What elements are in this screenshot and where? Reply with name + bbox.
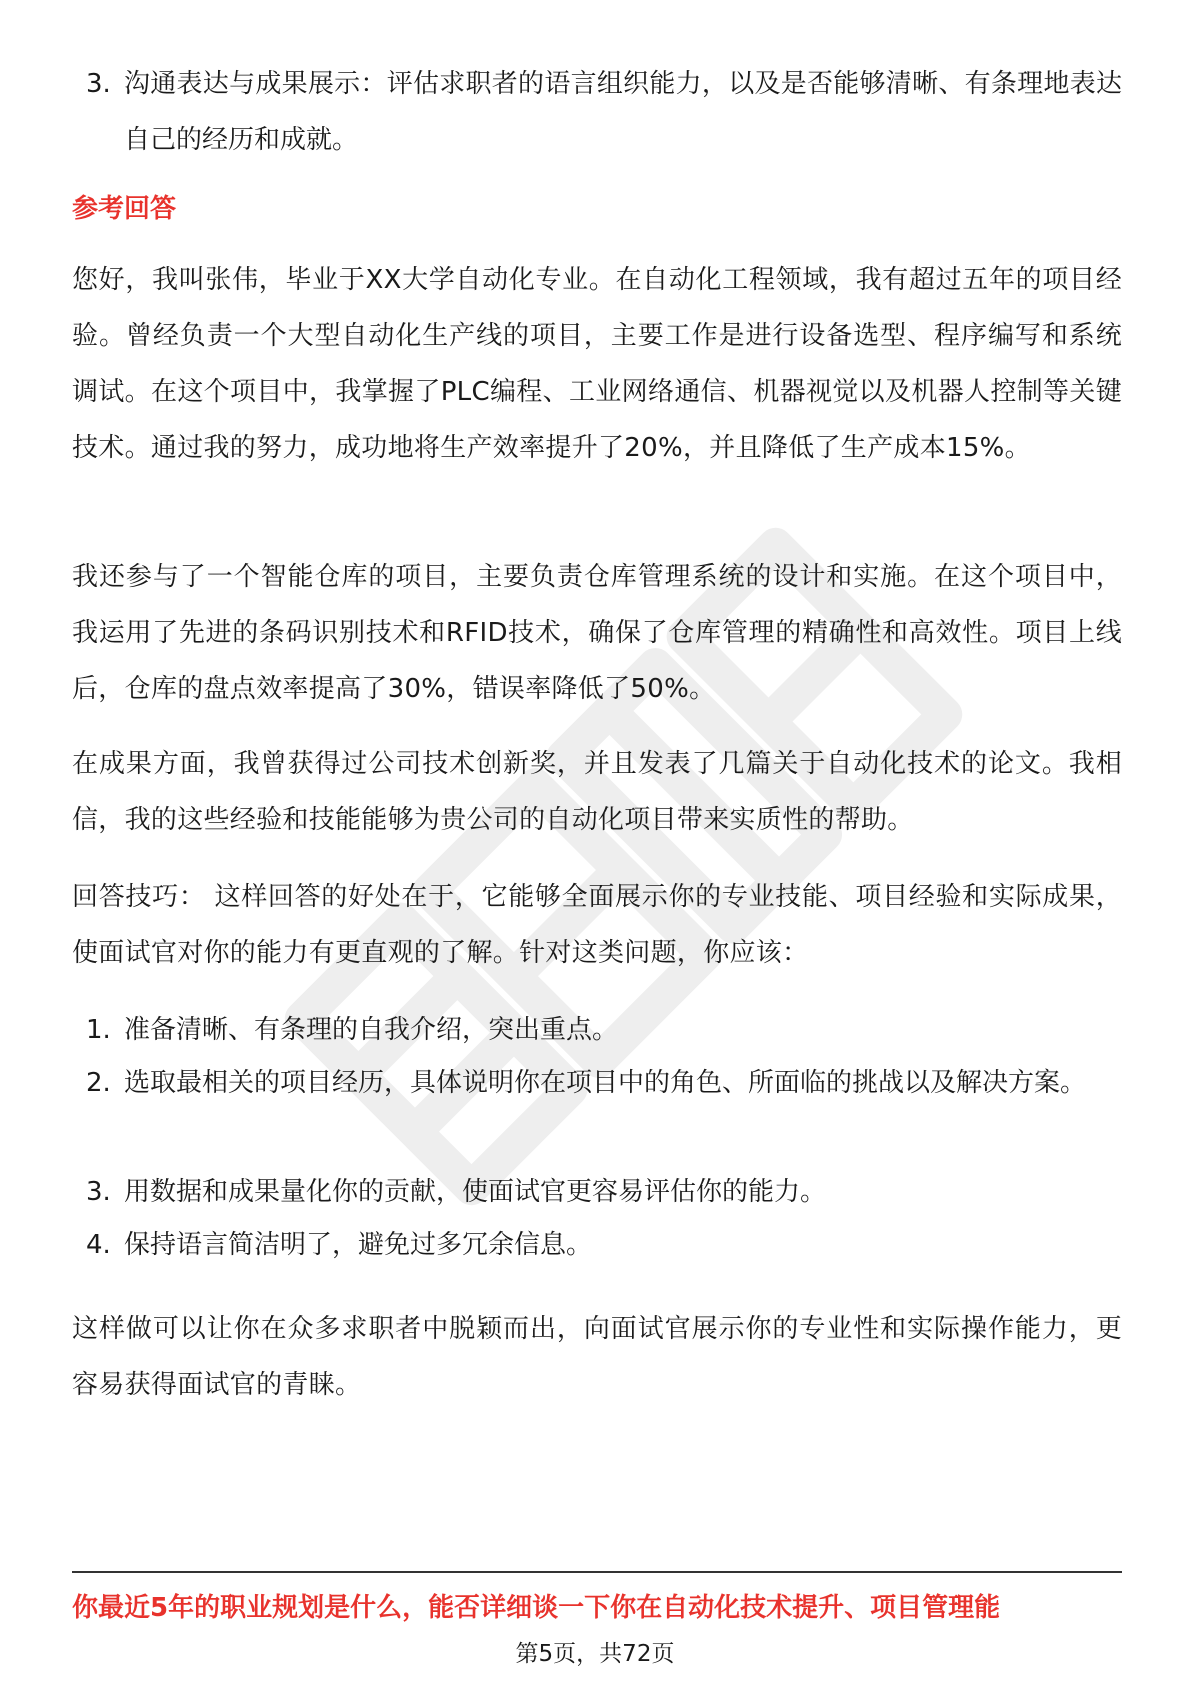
- section-divider: [72, 1571, 1122, 1573]
- paragraph-intro: 您好，我叫张伟，毕业于XX大学自动化专业。在自动化工程领域，我有超过五年的项目经验。曾经负责一个大型自动化生产线的项目，主要工作是进行设备选型、程序编写和系统调试。在这个项目中，我掌握了PLC编程、工业网络通信、机器视觉以及机器人控制等关键技术。通过我的努力，成功地将生产效率提升了20%，并且降低了生产成本15%。: [72, 265, 1122, 463]
- list-item: [72, 56, 1122, 168]
- paragraph-achievements: 在成果方面，我曾获得过公司技术创新奖，并且发表了几篇关于自动化技术的论文。我相信，我的这些经验和技能能够为贵公司的自动化项目带来实质性的帮助。: [72, 749, 1122, 835]
- list-text: 沟通表达与成果展示：评估求职者的语言组织能力，以及是否能够清晰、有条理地表达自己的经历和成就。: [124, 69, 1122, 155]
- list-item: [72, 1164, 1122, 1220]
- list-number: 1.: [86, 1015, 111, 1045]
- paragraph-warehouse: 我还参与了一个智能仓库的项目，主要负责仓库管理系统的设计和实施。在这个项目中，我运用了先进的条码识别技术和RFID技术，确保了仓库管理的精确性和高效性。项目上线后，仓库的盘点效率提高了30%，错误率降低了50%。: [72, 562, 1122, 704]
- paragraph-tips-intro: 回答技巧： 这样回答的好处在于，它能够全面展示你的专业技能、项目经验和实际成果，使面试官对你的能力有更直观的了解。针对这类问题，你应该：: [72, 882, 1122, 968]
- reference-heading: 参考回答: [72, 194, 177, 224]
- list-number: 2.: [86, 1068, 111, 1098]
- paragraph-closing: 这样做可以让你在众多求职者中脱颖而出，向面试官展示你的专业性和实际操作能力，更容易获得面试官的青睐。: [72, 1314, 1122, 1400]
- list-text: 准备清晰、有条理的自我介绍，突出重点。: [124, 1015, 619, 1045]
- list-text: 保持语言简洁明了，避免过多冗余信息。: [124, 1230, 593, 1260]
- page-footer: 第5页，共72页: [515, 1641, 675, 1667]
- next-question-heading: 你最近5年的职业规划是什么，能否详细谈一下你在自动化技术提升、项目管理能: [72, 1593, 1001, 1623]
- list-number: 4.: [86, 1230, 111, 1260]
- list-text: 用数据和成果量化你的贡献，使面试官更容易评估你的能力。: [124, 1177, 827, 1207]
- list-number: 3.: [86, 69, 111, 99]
- list-item: [72, 1055, 1122, 1111]
- list-text: 选取最相关的项目经历，具体说明你在项目中的角色、所面临的挑战以及解决方案。: [124, 1068, 1087, 1098]
- list-item: [72, 1217, 1122, 1273]
- list-number: 3.: [86, 1177, 111, 1207]
- list-item: [72, 1002, 1122, 1058]
